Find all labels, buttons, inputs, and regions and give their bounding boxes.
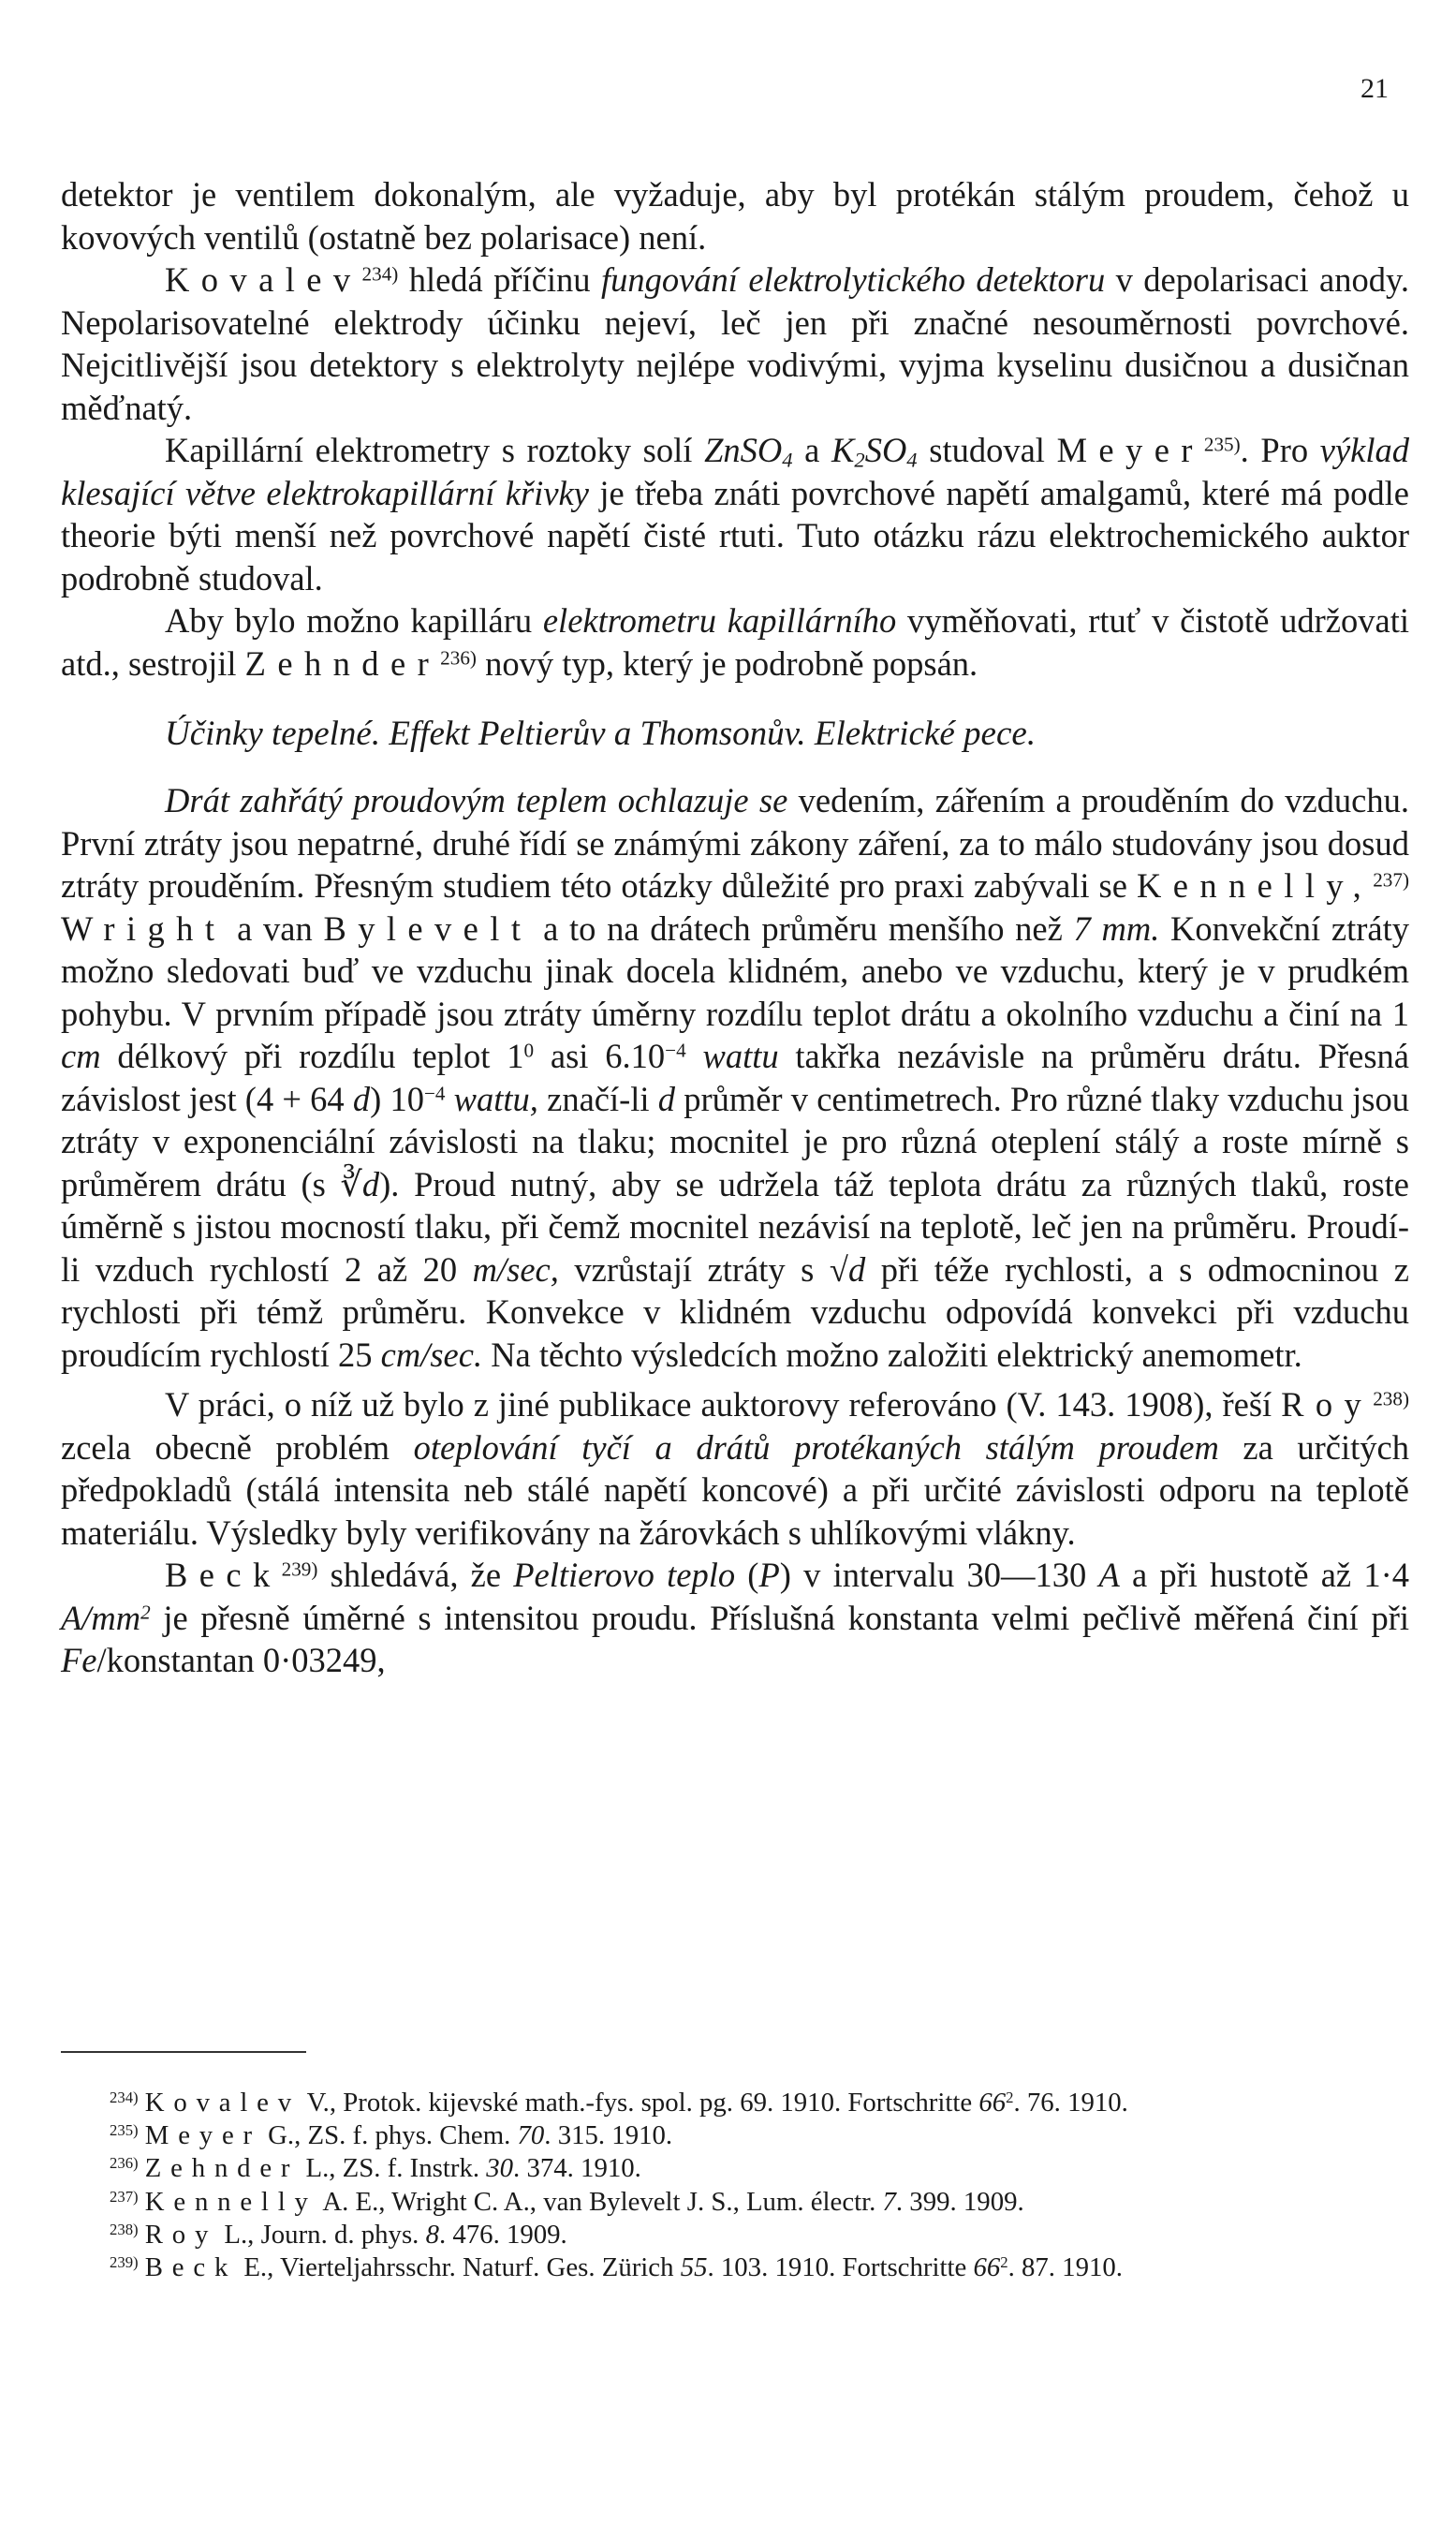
text: nový typ, který je podrobně popsán. — [476, 643, 978, 683]
footnote-ref: 236) — [440, 645, 477, 669]
text: a — [792, 431, 832, 469]
text: Aby bylo možno kapilláru — [165, 601, 543, 640]
paragraph — [61, 173, 1409, 258]
text: V práci, o níž už bylo z jiné publikace auktorovy referováno (V. 143. 1908), řeší — [165, 1385, 1282, 1424]
text: délkový při rozdílu teplot 1 — [100, 1037, 524, 1075]
text: za určitých předpokladů (stálá intensita neb stálé napětí koncové) a při určité závislosti odporu na teplotě materiálu. Výsledky byly verifikovány na žárovkách s uhlíkovými vlákny. — [61, 1427, 1409, 1552]
text — [445, 1080, 453, 1118]
text: průměr v centimetrech. Pro různé tlaky vzduchu jsou ztráty v exponenciální závislosti na tlaku; mocnitel je pro různá oteplení stálý a roste mírně s průměrem drátu (s ∛ — [61, 1079, 1409, 1203]
emphasis: Fe — [61, 1641, 97, 1679]
text: ) 10 — [370, 1079, 424, 1118]
formula — [704, 431, 793, 472]
emphasis: 7 mm. — [1073, 908, 1160, 948]
emphasis: wattu — [702, 1037, 779, 1075]
footnote — [61, 2219, 1409, 2251]
footnote-number: 239) — [110, 2252, 139, 2271]
superscript: 0 — [523, 1039, 535, 1062]
author-name: Bylevelt — [323, 908, 533, 948]
text: a to na drátech průměru menšího než — [532, 908, 1074, 948]
subscript: 4 — [782, 448, 793, 472]
subscript: 4 — [906, 448, 918, 472]
paragraph — [61, 779, 1409, 1376]
paragraph — [61, 1383, 1409, 1554]
footnote — [61, 2152, 1409, 2185]
text: zcela obecně problém — [61, 1427, 414, 1467]
text: . 399. 1909. — [895, 2186, 1024, 2217]
text: ( — [735, 1556, 759, 1594]
text: Kapillární elektrometry s roztoky solí — [165, 431, 705, 469]
text — [686, 1037, 703, 1075]
volume: 7 — [882, 2186, 896, 2217]
superscript: 2 — [140, 1600, 151, 1623]
superscript: −4 — [423, 1081, 446, 1104]
author-name: Kennelly, — [1136, 866, 1374, 905]
emphasis: d — [361, 1164, 380, 1203]
subscript: 2 — [854, 448, 865, 472]
page-number: 21 — [1360, 73, 1389, 104]
text: ) v intervalu 30—130 — [779, 1556, 1099, 1594]
text: . 476. 1909. — [438, 2219, 567, 2250]
text: vedením, zářením a prouděním do vzduchu. První ztráty jsou nepatrné, druhé řídí se známými zákony záření, za to málo studovány jsou dosud ztráty prouděním. Přesným studiem této otázky důležité pro praxi zabývali se — [61, 781, 1409, 905]
formula — [61, 1599, 151, 1637]
text: Na těchto výsledcích možno založiti elektrický anemometr. — [482, 1335, 1302, 1374]
text: značí-li — [537, 1079, 658, 1118]
volume: 8 — [425, 2219, 439, 2250]
footnote-ref: 235) — [1203, 433, 1241, 456]
paragraph — [61, 1554, 1409, 1682]
text: při téže rychlosti, a s odmocninou z rychlosti při témž průměru. Konvekce v klidném vzduchu odpovídá konvekci při vzduchu proudícím rychlostí 25 — [61, 1249, 1409, 1374]
text: ZnSO — [704, 431, 783, 469]
emphasis: m/sec, — [472, 1249, 559, 1289]
author-name: Kovalev — [144, 2088, 301, 2118]
volume: 70 — [517, 2120, 545, 2151]
text: detektor je ventilem dokonalým, ale vyžaduje, aby byl protékán stálým proudem, čehož u kovových ventilů (ostatně bez polarisace) není. — [61, 175, 1409, 257]
text: shledává, že — [317, 1556, 514, 1594]
footnote — [61, 2251, 1409, 2284]
footnote-number: 236) — [110, 2154, 139, 2173]
footnote-number: 238) — [110, 2220, 139, 2238]
text: vyměňovati, rtuť v čistotě udržovati atd., sestrojil — [61, 601, 1409, 683]
text: A/mm — [61, 1598, 141, 1637]
text: Konvekční ztráty možno sledovati buď ve vzduchu jinak docela klidném, anebo ve vzduchu, který je v prudkém pohybu. V prvním případě jsou ztráty úměrny rozdílu teplot drátu a okolního vzduchu a činí na 1 — [61, 908, 1409, 1033]
paragraph — [61, 258, 1409, 429]
superscript: −4 — [665, 1039, 686, 1062]
text: . 87. 1910. — [1007, 2252, 1123, 2283]
emphasis: d — [847, 1249, 866, 1289]
emphasis: wattu, — [453, 1079, 538, 1118]
text: v depolarisaci anody. Nepolarisovatelné elektrody účinku nejeví, leč jen při značné nesouměrnosti povrchové. Nejcitlivější jsou detektory s elektrolyty nejlépe vodivými, vyjma kyselinu dusičnou a dusičnan měďnatý. — [61, 260, 1409, 427]
text: vzrůstají ztráty s √ — [558, 1249, 848, 1289]
superscript: 2 — [1006, 2088, 1014, 2106]
text: A. E., Wright C. A., van Bylevelt J. S., Lum. électr. — [316, 2186, 883, 2217]
footnote-ref: 234) — [361, 262, 399, 286]
text: . 374. 1910. — [513, 2153, 641, 2184]
superscript: 2 — [1000, 2252, 1008, 2271]
footnote-number: 237) — [110, 2187, 139, 2206]
footnote — [61, 2186, 1409, 2219]
footnote-number: 234) — [110, 2088, 139, 2106]
footnote-ref: 237) — [1373, 868, 1409, 892]
emphasis: d — [352, 1079, 371, 1118]
emphasis: Peltierovo teplo — [513, 1556, 736, 1594]
footnotes — [61, 2087, 1409, 2284]
author-name: Roy — [144, 2219, 218, 2250]
text: je přesně úměrné s intensitou proudu. Příslušná konstanta velmi pečlivě měřená činí při — [150, 1598, 1409, 1637]
footnote-divider — [61, 2051, 306, 2053]
text: takřka nezávisle na průměru drátu. Přesná závislost jest (4 + 64 — [61, 1037, 1409, 1118]
paragraph — [61, 599, 1409, 685]
emphasis: d — [657, 1079, 675, 1118]
footnote — [61, 2119, 1409, 2152]
author-name: Roy — [1281, 1385, 1374, 1424]
emphasis: fungování elektrolytického detektoru — [600, 260, 1106, 299]
author-name: Beck — [165, 1556, 282, 1594]
author-name: Zehnder — [144, 2153, 300, 2184]
emphasis: elektrometru kapillárního — [542, 601, 897, 640]
paragraph — [61, 429, 1409, 599]
text: je třeba znáti povrchové napětí amalgamů, které má podle theorie býti menší než povrchové napětí čisté rtuti. Tuto otázku rázu elektrochemického auktor podrobně studoval. — [61, 473, 1409, 598]
text: . 76. 1910. — [1013, 2088, 1128, 2118]
volume: 55 — [680, 2252, 708, 2283]
text: studoval — [917, 431, 1057, 469]
footnote — [61, 2087, 1409, 2119]
author-name: Meyer — [1056, 431, 1204, 469]
text: /konstantan 0·03249, — [96, 1641, 386, 1679]
author-name: Zehnder — [244, 643, 441, 683]
author-name: Meyer — [144, 2120, 261, 2151]
footnote-ref: 239) — [281, 1557, 318, 1581]
text: G., ZS. f. phys. Chem. — [260, 2120, 518, 2151]
text: E., Vierteljahrsschr. Naturf. Ges. Zürich — [237, 2252, 681, 2283]
author-name: Beck — [144, 2252, 238, 2283]
text: hledá příčinu — [398, 260, 601, 299]
text: . Pro — [1240, 431, 1320, 469]
author-name: Kovalev — [165, 260, 362, 299]
text: K — [831, 431, 855, 469]
emphasis: Drát zahřátý proudovým teplem ochlazuje se — [165, 781, 788, 819]
text: a při hustotě až 1·4 — [1119, 1556, 1409, 1594]
emphasis: cm — [61, 1037, 101, 1075]
volume: 66 — [978, 2088, 1007, 2118]
text: SO — [864, 431, 907, 469]
footnote-number: 235) — [110, 2121, 139, 2140]
author-name: Wright — [61, 908, 227, 948]
section-heading: Účinky tepelné. Effekt Peltierův a Thomsonův. Elektrické pece. — [165, 715, 1037, 753]
emphasis: výklad klesající větve elektrokapillární křivky — [61, 431, 1409, 512]
volume: 66 — [973, 2252, 1001, 2283]
text: ). Proud nutný, aby se udržela táž teplota drátu za různých tlaků, roste úměrně s jistou mocností tlaku, při čemž mocnitel nezávisí na teplotě, leč jen na průměru. Proudí-li vzduch rychlostí 2 až 20 — [61, 1164, 1409, 1289]
text: asi 6.10 — [534, 1037, 666, 1075]
body-text — [61, 173, 1409, 1682]
text: . 103. 1910. Fortschritte — [707, 2252, 974, 2283]
footnote-ref: 238) — [1373, 1387, 1409, 1410]
formula — [831, 431, 918, 472]
text: a van — [226, 908, 324, 948]
text: L., Journ. d. phys. — [217, 2219, 426, 2250]
text: L., ZS. f. Instrk. — [299, 2153, 487, 2184]
volume: 30 — [486, 2153, 514, 2184]
author-name: Kennelly — [144, 2186, 317, 2217]
text: V., Protok. kijevské math.-fys. spol. pg. 69. 1910. Fortschritte — [300, 2088, 979, 2118]
emphasis: cm/sec. — [380, 1335, 483, 1374]
emphasis: oteplování tyčí a drátů protékaných stálým proudem — [413, 1427, 1219, 1467]
emphasis: P — [758, 1556, 780, 1594]
emphasis: A — [1098, 1556, 1120, 1594]
text: . 315. 1910. — [544, 2120, 673, 2151]
